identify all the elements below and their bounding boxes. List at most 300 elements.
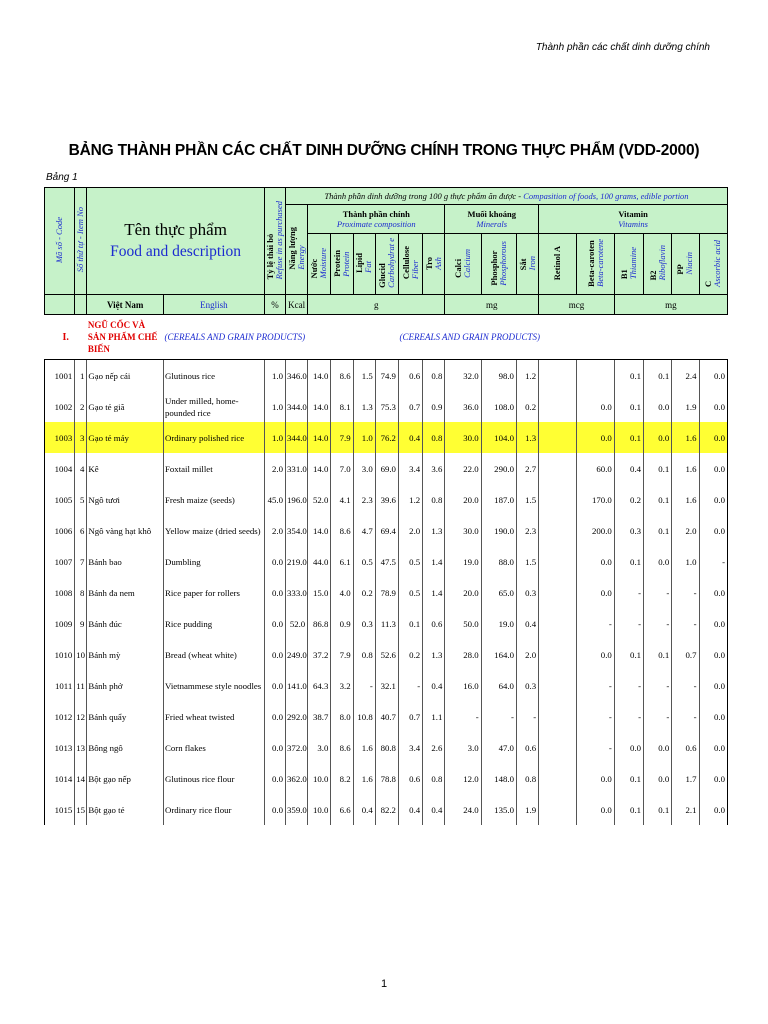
nutrient-value: 47.0 <box>481 732 516 763</box>
nutrient-value: 1.9 <box>672 391 699 422</box>
nutrient-value: 0.1 <box>644 794 672 825</box>
nutrient-value: 4.0 <box>331 577 353 608</box>
table-row <box>45 391 728 422</box>
food-name-vi: Kê <box>87 453 164 484</box>
nutrient-value: 0.0 <box>577 794 614 825</box>
food-name-en: Under milled, home-pounded rice <box>164 391 265 422</box>
food-name-en: Rice paper for rollers <box>164 577 265 608</box>
nutrient-value <box>539 484 577 515</box>
nutrient-value: 0.2 <box>614 484 643 515</box>
nutrient-header-thiamine: B1 Thiamine <box>614 234 643 295</box>
nutrient-value: 0.0 <box>644 546 672 577</box>
nutrient-value: - <box>644 670 672 701</box>
nutrient-value: 37.2 <box>308 639 331 670</box>
food-name-en: Ordinary rice flour <box>164 794 265 825</box>
nutrient-value: 0.0 <box>699 577 727 608</box>
nutrient-value: 0.0 <box>577 577 614 608</box>
nutrient-value: 0.1 <box>644 360 672 392</box>
nutrient-header-carbohydrate: Glucid Carbohydrat e <box>375 234 398 295</box>
nutrient-value <box>539 701 577 732</box>
nutrient-value: 1.6 <box>672 484 699 515</box>
nutrient-value: 2.0 <box>516 639 538 670</box>
nutrient-value: 0.4 <box>516 608 538 639</box>
nutrient-value: 24.0 <box>445 794 481 825</box>
nutrient-value: 1.6 <box>353 763 375 794</box>
nutrient-value: 3.0 <box>445 732 481 763</box>
item-number: 13 <box>75 732 87 763</box>
nutrient-value: 2.0 <box>672 515 699 546</box>
nutrient-value: 88.0 <box>481 546 516 577</box>
unit-g: g <box>308 295 445 315</box>
nutrient-value: 0.8 <box>423 484 445 515</box>
food-name-vi: Ngô vàng hạt khô <box>87 515 164 546</box>
food-name-vi: Bánh phở <box>87 670 164 701</box>
nutrient-value: 372.0 <box>286 732 308 763</box>
nutrient-value: 2.4 <box>672 360 699 392</box>
nutrient-value: - <box>614 670 643 701</box>
nutrient-value: - <box>614 608 643 639</box>
food-name-en: Glutinous rice flour <box>164 763 265 794</box>
nutrient-value: 22.0 <box>445 453 481 484</box>
nutrient-value: 148.0 <box>481 763 516 794</box>
nutrient-value: 0.8 <box>516 763 538 794</box>
nutrient-value: - <box>577 670 614 701</box>
nutrient-value: 8.6 <box>331 515 353 546</box>
section-row <box>45 315 728 360</box>
nutrient-value: 1.7 <box>672 763 699 794</box>
table-row <box>45 763 728 794</box>
nutrient-header-calcium: Calci Calcium <box>445 234 481 295</box>
nutrient-value: 0.0 <box>264 639 285 670</box>
nutrient-value: 69.0 <box>375 453 398 484</box>
nutrient-value: 362.0 <box>286 763 308 794</box>
nutrient-value: 0.0 <box>264 608 285 639</box>
section-title-vi: NGŨ CỐC VÀ SẢN PHẨM CHẾ BIẾN <box>87 315 164 360</box>
nutrient-header-fiber: Cellulose Fiber <box>398 234 422 295</box>
nutrient-value: - <box>644 577 672 608</box>
nutrient-value: 1.0 <box>264 391 285 422</box>
food-code: 1013 <box>45 732 75 763</box>
nutrient-value: 190.0 <box>481 515 516 546</box>
table-row <box>45 360 728 392</box>
nutrient-value: 0.8 <box>423 360 445 392</box>
group-header-vitamins: Vitamin Vitamins <box>539 205 728 234</box>
food-name-en: Fried wheat twisted <box>164 701 265 732</box>
nutrient-value: 47.5 <box>375 546 398 577</box>
item-number: 9 <box>75 608 87 639</box>
nutrient-value: 19.0 <box>445 546 481 577</box>
nutrient-value: 10.0 <box>308 763 331 794</box>
nutrient-value: 0.1 <box>644 453 672 484</box>
nutrient-value: 38.7 <box>308 701 331 732</box>
nutrient-value: 20.0 <box>445 484 481 515</box>
nutrient-value: 0.0 <box>699 422 727 453</box>
nutrient-value: 187.0 <box>481 484 516 515</box>
page-number: 1 <box>380 978 388 990</box>
nutrient-value <box>539 360 577 392</box>
nutrient-value: 0.1 <box>614 794 643 825</box>
nutrient-value: 69.4 <box>375 515 398 546</box>
food-code: 1012 <box>45 701 75 732</box>
item-number: 12 <box>75 701 87 732</box>
nutrient-value: 2.0 <box>398 515 422 546</box>
nutrient-value: 2.0 <box>264 453 285 484</box>
nutrient-value: 0.0 <box>614 732 643 763</box>
nutrient-value: 20.0 <box>445 577 481 608</box>
nutrient-value: 30.0 <box>445 515 481 546</box>
nutrient-value: 0.6 <box>516 732 538 763</box>
nutrient-value: 52.6 <box>375 639 398 670</box>
nutrient-value: 344.0 <box>286 391 308 422</box>
nutrient-value: 40.7 <box>375 701 398 732</box>
nutrient-value: 3.4 <box>398 453 422 484</box>
nutrient-value: 0.0 <box>699 391 727 422</box>
nutrient-value: 0.0 <box>644 391 672 422</box>
nutrient-value: 0.6 <box>398 360 422 392</box>
nutrient-header-iron: Sắt Iron <box>516 234 538 295</box>
nutrient-value: 0.0 <box>644 732 672 763</box>
food-name-vi: Bánh mỳ <box>87 639 164 670</box>
nutrient-value: 1.5 <box>353 360 375 392</box>
nutrient-value: 0.3 <box>353 608 375 639</box>
nutrient-header-phosphorous: Phosphor Phosphorous <box>481 234 516 295</box>
food-code: 1007 <box>45 546 75 577</box>
nutrient-value: 0.0 <box>699 515 727 546</box>
nutrient-value: 45.0 <box>264 484 285 515</box>
nutrient-value: 0.1 <box>614 546 643 577</box>
nutrient-value: 0.6 <box>398 763 422 794</box>
nutrient-value: 0.9 <box>331 608 353 639</box>
nutrient-value: 0.0 <box>264 670 285 701</box>
nutrient-value: 8.0 <box>331 701 353 732</box>
food-name-vi: Bánh đa nem <box>87 577 164 608</box>
nutrient-value: 1.9 <box>516 794 538 825</box>
nutrient-value: 64.0 <box>481 670 516 701</box>
nutrient-value: 75.3 <box>375 391 398 422</box>
refuse-header: Tỷ lệ thải bỏ Refuse in as purchased <box>264 188 285 295</box>
nutrient-value: 8.1 <box>331 391 353 422</box>
section-title-en: (CEREALS AND GRAIN PRODUCTS) <box>164 315 399 360</box>
nutrient-value: 0.0 <box>264 546 285 577</box>
nutrient-value <box>577 360 614 392</box>
food-name-vi: Bông ngô <box>87 732 164 763</box>
food-code: 1002 <box>45 391 75 422</box>
units-row <box>45 295 728 315</box>
nutrient-value <box>539 515 577 546</box>
nutrient-value: 0.1 <box>644 515 672 546</box>
nutrient-value: 14.0 <box>308 515 331 546</box>
food-name-en: Fresh maize (seeds) <box>164 484 265 515</box>
nutrient-value <box>539 546 577 577</box>
nutrient-value: 32.1 <box>375 670 398 701</box>
nutrient-header-ash: Tro Ash <box>423 234 445 295</box>
nutrient-value: 3.6 <box>423 453 445 484</box>
nutrient-value: 0.1 <box>398 608 422 639</box>
nutrient-value: 0.7 <box>398 701 422 732</box>
nutrient-value: - <box>516 701 538 732</box>
nutrient-value: - <box>672 701 699 732</box>
nutrient-value: 52.0 <box>308 484 331 515</box>
food-code: 1010 <box>45 639 75 670</box>
nutrient-value: 0.0 <box>644 422 672 453</box>
nutrient-value: 8.2 <box>331 763 353 794</box>
food-name-en: Corn flakes <box>164 732 265 763</box>
food-name-en: Foxtail millet <box>164 453 265 484</box>
nutrient-value: 196.0 <box>286 484 308 515</box>
food-code: 1001 <box>45 360 75 392</box>
nutrient-value: 0.0 <box>264 701 285 732</box>
nutrient-value: 0.0 <box>699 608 727 639</box>
item-number: 5 <box>75 484 87 515</box>
food-name-en: Rice pudding <box>164 608 265 639</box>
nutrient-value: 1.0 <box>353 422 375 453</box>
nutrient-value: 1.4 <box>423 577 445 608</box>
food-code: 1008 <box>45 577 75 608</box>
nutrient-value: - <box>353 670 375 701</box>
nutrient-value: 0.0 <box>699 763 727 794</box>
nutrient-value: 1.6 <box>353 732 375 763</box>
item-number: 4 <box>75 453 87 484</box>
nutrition-table <box>44 187 728 825</box>
group-header-minerals: Muối khoáng Minerals <box>445 205 539 234</box>
nutrient-value <box>539 453 577 484</box>
nutrient-value: 0.1 <box>614 763 643 794</box>
nutrient-value: 50.0 <box>445 608 481 639</box>
table-row <box>45 670 728 701</box>
unit-english: English <box>164 295 265 315</box>
nutrient-value <box>539 391 577 422</box>
nutrient-value: 6.6 <box>331 794 353 825</box>
nutrient-value: 0.2 <box>398 639 422 670</box>
food-name-en: Dumbling <box>164 546 265 577</box>
item-no-header: Số thứ tự - Item No <box>75 188 87 295</box>
nutrient-value: 3.0 <box>353 453 375 484</box>
nutrient-value: 8.6 <box>331 360 353 392</box>
nutrient-value: 0.1 <box>614 360 643 392</box>
nutrient-value: 292.0 <box>286 701 308 732</box>
nutrient-value: 141.0 <box>286 670 308 701</box>
food-name-en: Glutinous rice <box>164 360 265 392</box>
code-header: Mã số - Code <box>45 188 75 295</box>
item-number: 10 <box>75 639 87 670</box>
food-name-vi: Gạo tẻ máy <box>87 422 164 453</box>
food-code: 1015 <box>45 794 75 825</box>
table-row <box>45 453 728 484</box>
nutrient-value: - <box>672 608 699 639</box>
nutrient-value: 2.3 <box>516 515 538 546</box>
nutrient-value: 1.0 <box>672 546 699 577</box>
nutrient-value: 0.4 <box>423 670 445 701</box>
item-number: 1 <box>75 360 87 392</box>
nutrient-header-energy: Năng lượng Energy <box>286 205 308 295</box>
nutrient-value: 14.0 <box>308 391 331 422</box>
item-number: 7 <box>75 546 87 577</box>
table-row <box>45 422 728 453</box>
nutrient-value: 1.2 <box>516 360 538 392</box>
nutrient-value: 2.1 <box>672 794 699 825</box>
nutrient-value: - <box>614 701 643 732</box>
group-header-proximate: Thành phần chính Proximate composition <box>308 205 445 234</box>
nutrient-value: 7.9 <box>331 422 353 453</box>
nutrient-value: - <box>577 732 614 763</box>
food-name-vi: Gạo tẻ giã <box>87 391 164 422</box>
food-description-header: Tên thực phẩm Food and description <box>87 188 265 295</box>
nutrient-value: 19.0 <box>481 608 516 639</box>
nutrient-value: 0.0 <box>699 732 727 763</box>
nutrient-value: 39.6 <box>375 484 398 515</box>
nutrient-value: 78.9 <box>375 577 398 608</box>
nutrient-header-niacin: PP Niacin <box>672 234 699 295</box>
nutrient-value: 1.5 <box>516 546 538 577</box>
nutrient-value: 1.0 <box>264 360 285 392</box>
nutrient-value: 359.0 <box>286 794 308 825</box>
nutrient-value: 32.0 <box>445 360 481 392</box>
table-row <box>45 608 728 639</box>
nutrient-value: 1.5 <box>516 484 538 515</box>
nutrient-value: 333.0 <box>286 577 308 608</box>
nutrient-value: 354.0 <box>286 515 308 546</box>
nutrient-value <box>539 577 577 608</box>
running-head: Thành phần các chất dinh dưỡng chính <box>535 42 710 53</box>
nutrient-value: 0.8 <box>353 639 375 670</box>
nutrient-value: 1.1 <box>423 701 445 732</box>
nutrient-value: 0.4 <box>614 453 643 484</box>
nutrient-header-ascorbic-acid: C Ascorbic acid <box>699 234 727 295</box>
nutrient-value: 0.5 <box>353 546 375 577</box>
item-number: 3 <box>75 422 87 453</box>
nutrient-value: 16.0 <box>445 670 481 701</box>
nutrient-value: 36.0 <box>445 391 481 422</box>
nutrient-value: 11.3 <box>375 608 398 639</box>
food-name-vi: Ngô tươi <box>87 484 164 515</box>
table-row <box>45 794 728 825</box>
nutrient-value: 78.8 <box>375 763 398 794</box>
table-row <box>45 484 728 515</box>
nutrient-value: 60.0 <box>577 453 614 484</box>
nutrient-value: 0.8 <box>423 763 445 794</box>
nutrient-value: - <box>644 608 672 639</box>
food-code: 1003 <box>45 422 75 453</box>
nutrient-value: 0.4 <box>353 794 375 825</box>
nutrient-value: 104.0 <box>481 422 516 453</box>
nutrient-value: - <box>445 701 481 732</box>
nutrient-value: - <box>672 577 699 608</box>
nutrient-value: 0.1 <box>644 639 672 670</box>
nutrient-value: 4.1 <box>331 484 353 515</box>
nutrient-value: - <box>481 701 516 732</box>
food-name-vi: Bột gạo tẻ <box>87 794 164 825</box>
nutrient-value: 0.7 <box>672 639 699 670</box>
nutrient-value: 0.0 <box>577 391 614 422</box>
nutrient-value: 12.0 <box>445 763 481 794</box>
nutrient-value: 14.0 <box>308 422 331 453</box>
nutrient-value: 249.0 <box>286 639 308 670</box>
composition-header: Thành phần dinh dưỡng trong 100 g thực phẩm ăn được - Compasition of foods, 100 grams, edible portion <box>286 188 728 205</box>
section-title-en-2: (CEREALS AND GRAIN PRODUCTS) <box>398 315 727 360</box>
nutrient-value: 1.6 <box>672 453 699 484</box>
nutrient-value: 219.0 <box>286 546 308 577</box>
unit-mg-vitamins: mg <box>614 295 727 315</box>
nutrient-value: 82.2 <box>375 794 398 825</box>
nutrient-value: 1.3 <box>353 391 375 422</box>
nutrient-value: 0.4 <box>398 794 422 825</box>
nutrient-value: 0.4 <box>423 794 445 825</box>
food-code: 1009 <box>45 608 75 639</box>
nutrient-value: 0.1 <box>644 484 672 515</box>
food-code: 1006 <box>45 515 75 546</box>
food-name-en: Ordinary polished rice <box>164 422 265 453</box>
food-code: 1014 <box>45 763 75 794</box>
table-row <box>45 546 728 577</box>
nutrient-value: 98.0 <box>481 360 516 392</box>
nutrient-value: 0.0 <box>577 422 614 453</box>
nutrient-value: 14.0 <box>308 453 331 484</box>
nutrient-value: 344.0 <box>286 422 308 453</box>
nutrient-value: 0.0 <box>577 763 614 794</box>
nutrient-value: 7.0 <box>331 453 353 484</box>
food-name-en: Bread (wheat white) <box>164 639 265 670</box>
nutrient-value <box>539 639 577 670</box>
food-code: 1004 <box>45 453 75 484</box>
nutrient-value: 6.1 <box>331 546 353 577</box>
nutrient-value: 0.7 <box>398 391 422 422</box>
nutrient-value: 0.0 <box>699 484 727 515</box>
nutrient-value: 7.9 <box>331 639 353 670</box>
nutrient-value: 0.1 <box>614 639 643 670</box>
nutrient-value: 0.6 <box>423 608 445 639</box>
nutrient-value: 1.2 <box>398 484 422 515</box>
nutrient-value: 44.0 <box>308 546 331 577</box>
nutrient-value: 3.2 <box>331 670 353 701</box>
nutrient-value: 64.3 <box>308 670 331 701</box>
unit-vietnam: Việt Nam <box>87 295 164 315</box>
nutrient-value: - <box>699 546 727 577</box>
item-number: 11 <box>75 670 87 701</box>
nutrient-value <box>539 608 577 639</box>
nutrient-value: 0.5 <box>398 577 422 608</box>
nutrient-value: 1.0 <box>264 422 285 453</box>
food-name-vi: Gạo nếp cái <box>87 360 164 392</box>
nutrient-value: 2.3 <box>353 484 375 515</box>
food-code: 1005 <box>45 484 75 515</box>
nutrient-value: 8.6 <box>331 732 353 763</box>
nutrient-value: 0.2 <box>516 391 538 422</box>
nutrient-value: 3.4 <box>398 732 422 763</box>
nutrient-value: 0.0 <box>699 639 727 670</box>
nutrient-value: 0.4 <box>398 422 422 453</box>
nutrient-value: 3.0 <box>308 732 331 763</box>
nutrient-value: 1.6 <box>672 422 699 453</box>
nutrient-value: 0.0 <box>644 763 672 794</box>
nutrient-value: 0.0 <box>699 453 727 484</box>
nutrient-value: 10.0 <box>308 794 331 825</box>
nutrient-value: 346.0 <box>286 360 308 392</box>
nutrient-value: 164.0 <box>481 639 516 670</box>
nutrient-value: 0.0 <box>699 670 727 701</box>
nutrient-value: - <box>644 701 672 732</box>
table-row <box>45 577 728 608</box>
nutrient-value: 52.0 <box>286 608 308 639</box>
nutrient-value: 0.2 <box>353 577 375 608</box>
nutrient-header-protein: Protein Protein <box>331 234 353 295</box>
table-row <box>45 639 728 670</box>
food-name-vi: Bột gạo nếp <box>87 763 164 794</box>
nutrient-value: 86.8 <box>308 608 331 639</box>
nutrient-value: 2.7 <box>516 453 538 484</box>
unit-mg: mg <box>445 295 539 315</box>
nutrient-value: 0.0 <box>264 577 285 608</box>
section-number: I. <box>45 315 87 360</box>
